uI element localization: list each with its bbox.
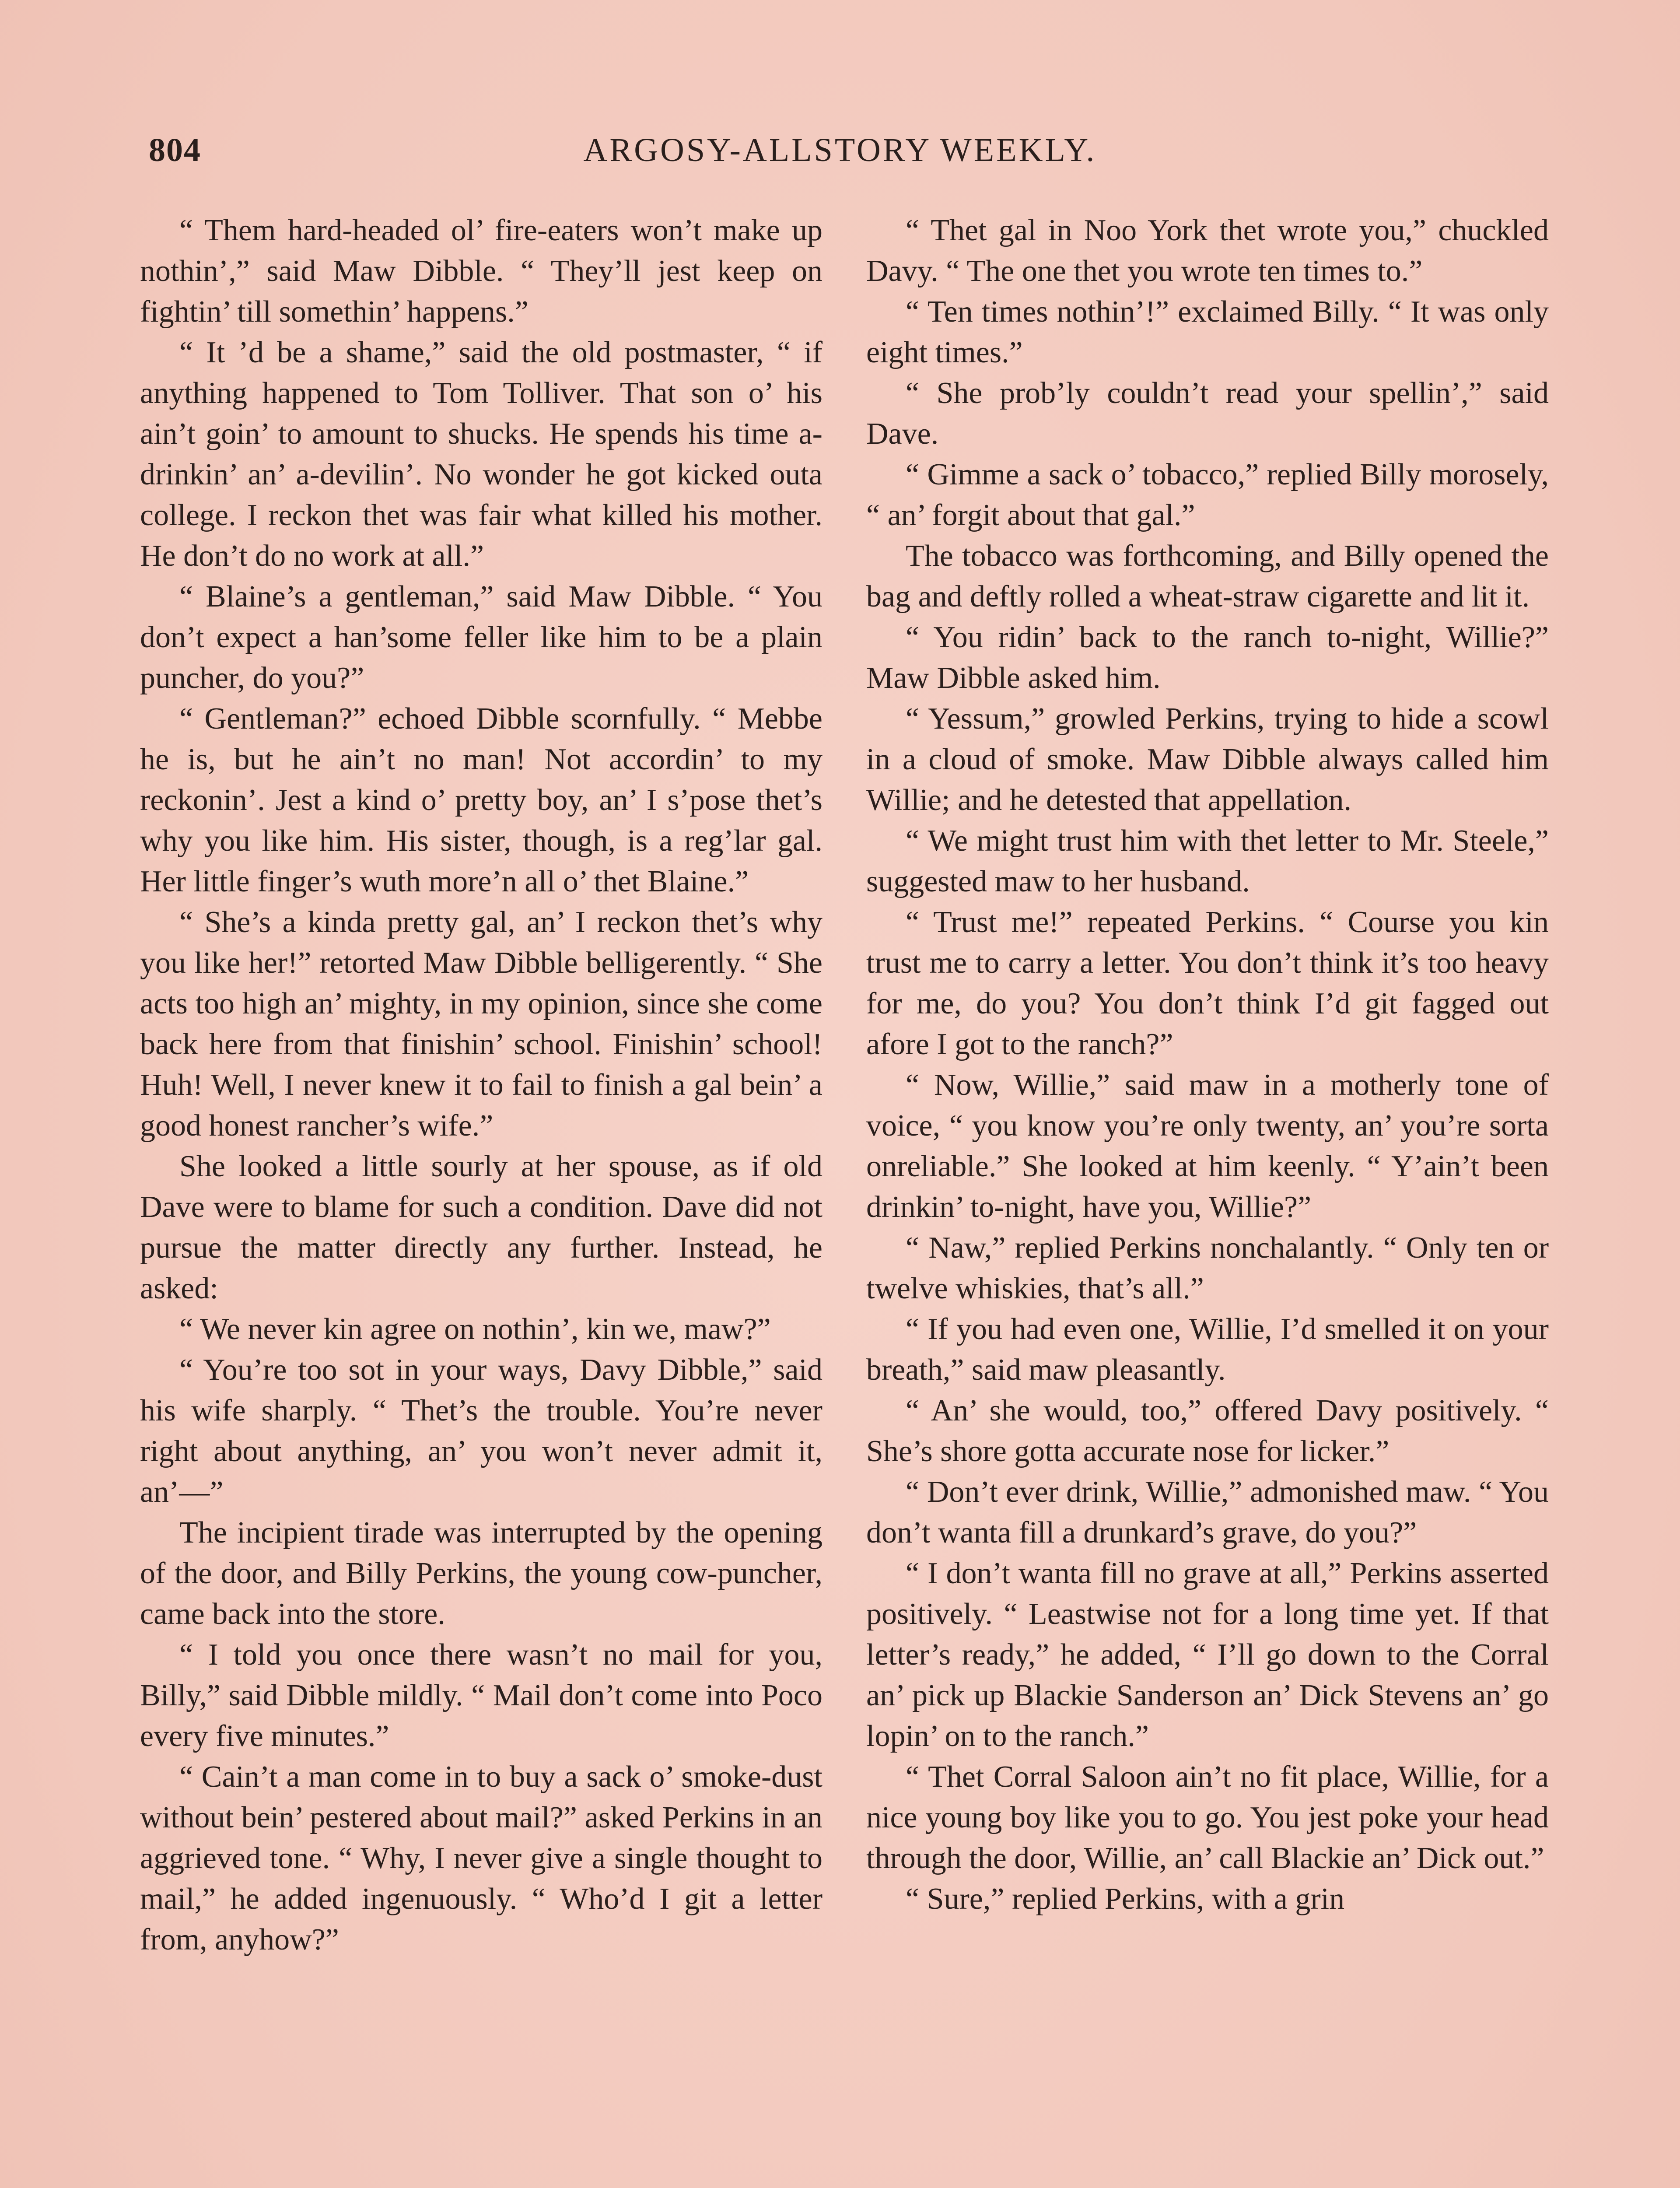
text-columns: [140, 210, 1549, 2188]
paragraph: “ We never kin agree on nothin’, kin we, maw?”: [179, 1312, 771, 1346]
paragraph: “ If you had even one, Willie, I’d smelled it on your breath,” said maw pleasantly.: [866, 1312, 1549, 1387]
paragraph: “ Cain’t a man come in to buy a sack o’ smoke-dust without bein’ pestered about mail?” asked Perkins in an aggrieved tone. “ Why, I never give a single thought to mail,” he added ingenuously. “ Who’d I git a letter from, anyhow?”: [140, 1760, 822, 1957]
paragraph: “ I told you once there wasn’t no mail for you, Billy,” said Dibble mildly. “ Mail don’t come into Poco every five minutes.”: [140, 1638, 822, 1753]
paragraph: She looked a little sourly at her spouse, as if old Dave were to blame for such a condition. Dave did not pursue the matter directly any further. Instead, he asked:: [140, 1150, 822, 1305]
paragraph: The incipient tirade was interrupted by the opening of the door, and Billy Perkins, the young cow-puncher, came back into the store.: [140, 1516, 822, 1631]
paragraph: “ Don’t ever drink, Willie,” admonished maw. “ You don’t wanta fill a drunkard’s grave, do you?”: [866, 1475, 1549, 1550]
paragraph: “ An’ she would, too,” offered Davy positively. “ She’s shore gotta accurate nose for licker.”: [866, 1394, 1549, 1468]
running-title: ARGOSY-ALLSTORY WEEKLY.: [583, 132, 1097, 168]
paragraph: “ I don’t wanta fill no grave at all,” Perkins asserted positively. “ Leastwise not for a long time yet. If that letter’s ready,” he added, “ I’ll go down to the Corral an’ pick up Blackie Sanderson an’ Dick Stevens an’ go lopin’ on to the ranch.”: [866, 1557, 1549, 1753]
page-number: 804: [149, 132, 201, 168]
paragraph: “ You’re too sot in your ways, Davy Dibble,” said his wife sharply. “ Thet’s the trouble. You’re never right about anything, an’ you won’t never admit it, an’—”: [140, 1353, 822, 1509]
paragraph: “ Thet Corral Saloon ain’t no fit place, Willie, for a nice young boy like you to go. You jest poke your head through the door, Willie, an’ call Blackie an’ Dick out.”: [866, 1760, 1549, 1875]
paragraph: “ She’s a kinda pretty gal, an’ I reckon thet’s why you like her!” retorted Maw Dibble belligerently. “ She acts too high an’ mighty, in my opinion, since she come back here from that finishin’ school. Finishin’ school! Huh! Well, I never knew it to fail to finish a gal bein’ a good honest rancher’s wife.”: [140, 905, 822, 1143]
paragraph: “ Sure,” replied Perkins, with a grin: [906, 1882, 1345, 1916]
paragraph: “ Now, Willie,” said maw in a motherly tone of voice, “ you know you’re only twenty, an’ you’re sorta onreliable.” She looked at him keenly. “ Y’ain’t been drinkin’ to-night, have you, Willie?”: [866, 1068, 1549, 1224]
paragraph: “ Blaine’s a gentleman,” said Maw Dibble. “ You don’t expect a han’some feller like him to be a plain puncher, do you?”: [140, 580, 822, 695]
paragraph: “ Them hard-headed ol’ fire-eaters won’t make up nothin’,” said Maw Dibble. “ They’ll jest keep on fightin’ till somethin’ happens.”: [140, 214, 822, 329]
paragraph: The tobacco was forthcoming, and Billy opened the bag and deftly rolled a wheat-straw cigarette and lit it.: [866, 539, 1549, 614]
paragraph: “ It ’d be a shame,” said the old postmaster, “ if anything happened to Tom Tolliver. That son o’ his ain’t goin’ to amount to shucks. He spends his time a-drinkin’ an’ a-devilin’. No wonder he got kicked outa college. I reckon thet was fair what killed his mother. He don’t do no work at all.”: [140, 336, 822, 573]
paragraph: “ We might trust him with thet letter to Mr. Steele,” suggested maw to her husband.: [866, 824, 1549, 898]
left-column: [140, 210, 822, 2188]
paragraph: “ Ten times nothin’!” exclaimed Billy. “ It was only eight times.”: [866, 295, 1549, 369]
paragraph: “ You ridin’ back to the ranch to-night, Willie?” Maw Dibble asked him.: [866, 621, 1549, 695]
page-header: [149, 131, 1531, 179]
paragraph: “ Thet gal in Noo York thet wrote you,” chuckled Davy. “ The one thet you wrote ten times to.”: [866, 214, 1549, 288]
paragraph: “ She prob’ly couldn’t read your spellin’,” said Dave.: [866, 376, 1549, 451]
paragraph: “ Yessum,” growled Perkins, trying to hide a scowl in a cloud of smoke. Maw Dibble always called him Willie; and he detested that appellation.: [866, 702, 1549, 817]
right-column: [866, 210, 1549, 2188]
paragraph: “ Gentleman?” echoed Dibble scornfully. “ Mebbe he is, but he ain’t no man! Not accordin’ to my reckonin’. Jest a kind o’ pretty boy, an’ I s’pose thet’s why you like him. His sister, though, is a reg’lar gal. Her little finger’s wuth more’n all o’ thet Blaine.”: [140, 702, 822, 898]
paragraph: “ Trust me!” repeated Perkins. “ Course you kin trust me to carry a letter. You don’t think it’s too heavy for me, do you? You don’t think I’d git fagged out afore I got to the ranch?”: [866, 905, 1549, 1061]
paragraph: “ Gimme a sack o’ tobacco,” replied Billy morosely, “ an’ forgit about that gal.”: [866, 458, 1549, 532]
paragraph: “ Naw,” replied Perkins nonchalantly. “ Only ten or twelve whiskies, that’s all.”: [866, 1231, 1549, 1305]
